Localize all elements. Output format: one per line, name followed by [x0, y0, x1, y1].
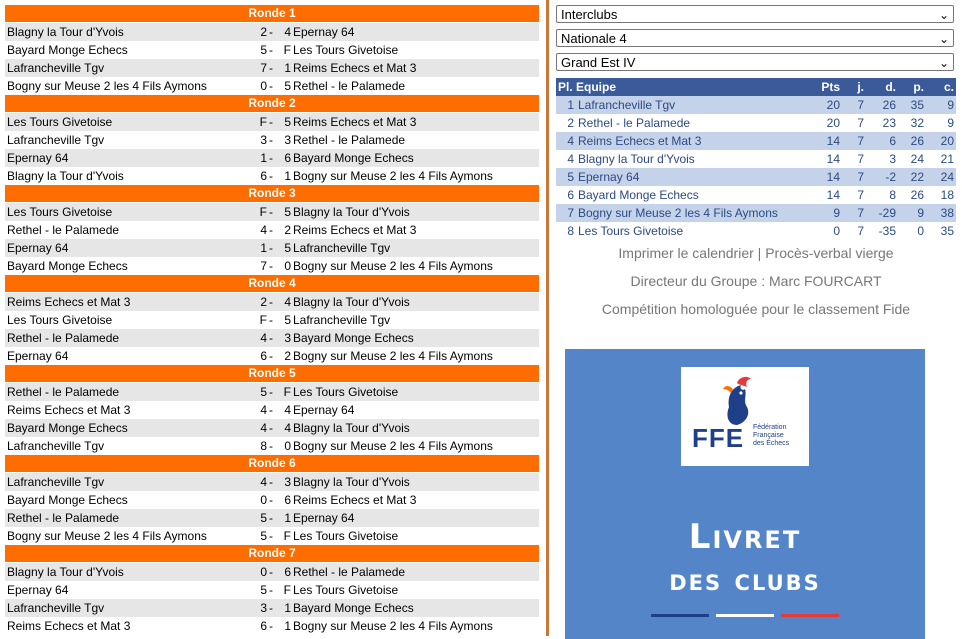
match-row[interactable] — [5, 167, 539, 185]
away-team: Rethel - le Palamede — [293, 79, 406, 93]
standings-d-cell: 3 — [866, 150, 898, 168]
away-score: 1 — [284, 169, 291, 183]
standings-p-cell: 32 — [898, 114, 926, 132]
standings-c-cell: 9 — [926, 114, 956, 132]
away-score: 5 — [284, 79, 291, 93]
score-dash: - — [269, 295, 273, 309]
standings-p-cell: 9 — [898, 204, 926, 222]
home-score: 2 — [260, 25, 267, 39]
standings-p-cell: 22 — [898, 168, 926, 186]
away-score: 5 — [284, 115, 291, 129]
away-team: Les Tours Givetoise — [293, 529, 399, 543]
home-score: 1 — [260, 151, 267, 165]
match-row[interactable] — [5, 149, 539, 167]
away-score: 2 — [284, 349, 291, 363]
match-row[interactable] — [5, 113, 539, 131]
score-dash: - — [269, 223, 273, 237]
home-team: Bogny sur Meuse 2 les 4 Fils Aymons — [7, 79, 207, 93]
away-team: Lafrancheville Tgv — [293, 313, 391, 327]
away-team: Bogny sur Meuse 2 les 4 Fils Aymons — [293, 619, 493, 633]
ffe-text — [753, 424, 789, 448]
home-score: 0 — [260, 79, 267, 93]
home-score: 7 — [260, 259, 267, 273]
standings-table — [556, 78, 956, 240]
standings-c-cell: 18 — [926, 186, 956, 204]
rondes-panel — [5, 5, 539, 635]
home-team: Bogny sur Meuse 2 les 4 Fils Aymons — [7, 529, 207, 543]
away-team: Epernay 64 — [293, 403, 355, 417]
away-score: F — [283, 529, 291, 543]
standings-team-cell — [556, 150, 808, 168]
away-score: 5 — [284, 313, 291, 327]
score-dash: - — [269, 403, 273, 417]
calendar-links — [556, 245, 956, 261]
column-divider — [546, 0, 549, 636]
score-dash: - — [269, 565, 273, 579]
home-team: Les Tours Givetoise — [7, 115, 113, 129]
score-dash: - — [269, 79, 273, 93]
standings-team-cell — [556, 114, 808, 132]
standings-j-cell: 7 — [842, 222, 866, 240]
home-score: F — [259, 205, 267, 219]
away-score: F — [283, 43, 291, 57]
standings-pts-cell: 20 — [808, 96, 842, 114]
standings-row[interactable] — [556, 222, 956, 240]
home-score: 0 — [260, 565, 267, 579]
standings-row[interactable] — [556, 168, 956, 186]
home-team: Rethel - le Palamede — [7, 331, 120, 345]
home-team: Lafrancheville Tgv — [7, 475, 105, 489]
away-score: 6 — [284, 565, 291, 579]
match-row[interactable] — [5, 437, 539, 455]
away-team: Reims Echecs et Mat 3 — [293, 493, 417, 507]
home-team: Blagny la Tour d'Yvois — [7, 565, 124, 579]
standings-pts-cell: 14 — [808, 186, 842, 204]
standings-c-cell: 20 — [926, 132, 956, 150]
ffe-logo — [681, 367, 809, 466]
away-score: 0 — [284, 439, 291, 453]
ffe-text-line-1: Fédération — [753, 424, 787, 431]
away-score: 3 — [284, 475, 291, 489]
score-dash: - — [269, 439, 273, 453]
standings-pts-cell: 14 — [808, 132, 842, 150]
score-dash: - — [269, 601, 273, 615]
standings-row[interactable] — [556, 150, 956, 168]
stripe-blue — [651, 614, 709, 617]
score-dash: - — [269, 583, 273, 597]
header-pl-equipe: Pl. Equipe — [556, 78, 808, 96]
home-score: 4 — [260, 223, 267, 237]
home-score: 6 — [260, 619, 267, 633]
home-score: 4 — [260, 475, 267, 489]
home-score: 4 — [260, 331, 267, 345]
banner-title-line-1: Livret — [688, 517, 802, 557]
home-team: Reims Echecs et Mat 3 — [7, 295, 131, 309]
score-dash: - — [269, 619, 273, 633]
header-d: d. — [866, 78, 898, 96]
ffe-letters: FFE — [692, 423, 745, 453]
director-text: Directeur du Groupe : Marc FOURCART — [630, 273, 882, 289]
group-select[interactable] — [556, 53, 954, 71]
away-score: 2 — [284, 223, 291, 237]
home-team: Epernay 64 — [7, 349, 69, 363]
match-row[interactable] — [5, 617, 539, 635]
away-team: Reims Echecs et Mat 3 — [293, 223, 417, 237]
standings-d-cell: 26 — [866, 96, 898, 114]
score-dash: - — [269, 313, 273, 327]
score-dash: - — [269, 133, 273, 147]
match-row[interactable] — [5, 329, 539, 347]
away-team: Rethel - le Palamede — [293, 565, 406, 579]
standings-team-name[interactable]: Blagny la Tour d'Yvois — [578, 152, 695, 166]
ronde-header: Ronde 1 — [5, 5, 539, 22]
standings-row[interactable] — [556, 186, 956, 204]
ronde-header: Ronde 6 — [5, 455, 539, 472]
standings-pts-cell: 14 — [808, 150, 842, 168]
fide-text: Compétition homologuée pour le classement Fide — [601, 301, 911, 317]
standings-d-cell: 6 — [866, 132, 898, 150]
away-team: Epernay 64 — [293, 25, 355, 39]
standings-j-cell: 7 — [842, 132, 866, 150]
score-dash: - — [269, 25, 273, 39]
away-team: Les Tours Givetoise — [293, 43, 399, 57]
home-score: 5 — [260, 529, 267, 543]
match-row[interactable] — [5, 257, 539, 275]
home-score: 3 — [260, 601, 267, 615]
header-j: j. — [842, 78, 866, 96]
home-team: Epernay 64 — [7, 241, 69, 255]
standings-p-cell: 35 — [898, 96, 926, 114]
home-team: Reims Echecs et Mat 3 — [7, 403, 131, 417]
away-team: Bogny sur Meuse 2 les 4 Fils Aymons — [293, 439, 493, 453]
match-row[interactable] — [5, 221, 539, 239]
match-row[interactable] — [5, 131, 539, 149]
away-team: Reims Echecs et Mat 3 — [293, 115, 417, 129]
standings-header-row — [556, 78, 956, 96]
standings-team-name[interactable]: Bayard Monge Echecs — [578, 188, 699, 202]
group-select-value: Grand Est IV — [561, 55, 636, 70]
score-dash: - — [269, 385, 273, 399]
home-team: Blagny la Tour d'Yvois — [7, 25, 124, 39]
home-score: 5 — [260, 43, 267, 57]
header-p: p. — [898, 78, 926, 96]
home-team: Les Tours Givetoise — [7, 205, 113, 219]
away-score: 6 — [284, 151, 291, 165]
home-score: 6 — [260, 349, 267, 363]
division-select-value: Nationale 4 — [561, 31, 627, 46]
standings-j-cell: 7 — [842, 114, 866, 132]
away-score: 4 — [284, 403, 291, 417]
match-row[interactable] — [5, 563, 539, 581]
ronde-header: Ronde 3 — [5, 185, 539, 202]
standings-c-cell: 35 — [926, 222, 956, 240]
away-score: 6 — [284, 493, 291, 507]
match-row[interactable] — [5, 311, 539, 329]
standings-team-cell — [556, 204, 808, 222]
home-team: Les Tours Givetoise — [7, 313, 113, 327]
standings-j-cell: 7 — [842, 186, 866, 204]
home-team: Bayard Monge Echecs — [7, 259, 128, 273]
away-score: 5 — [284, 241, 291, 255]
ronde-header: Ronde 5 — [5, 365, 539, 382]
chevron-down-icon: ⌄ — [938, 56, 949, 70]
home-team: Bayard Monge Echecs — [7, 421, 128, 435]
away-team: Bayard Monge Echecs — [293, 601, 414, 615]
away-score: 3 — [284, 331, 291, 345]
match-row[interactable] — [5, 491, 539, 509]
home-score: 1 — [260, 241, 267, 255]
standings-place: 4 — [567, 134, 574, 148]
livret-des-clubs-banner[interactable] — [565, 349, 925, 639]
standings-d-cell: -2 — [866, 168, 898, 186]
match-row[interactable] — [5, 383, 539, 401]
match-row[interactable] — [5, 41, 539, 59]
ffe-text-line-2: Française — [753, 432, 784, 439]
standings-d-cell: -29 — [866, 204, 898, 222]
competition-select-value: Interclubs — [561, 7, 618, 22]
standings-place: 8 — [567, 224, 574, 238]
standings-place: 6 — [567, 188, 574, 202]
standings-place: 4 — [567, 152, 574, 166]
standings-team-name[interactable]: Rethel - le Palamede — [578, 116, 691, 130]
away-team: Bayard Monge Echecs — [293, 151, 414, 165]
standings-place: 5 — [567, 170, 574, 184]
standings-p-cell: 26 — [898, 186, 926, 204]
home-score: 4 — [260, 421, 267, 435]
score-dash: - — [269, 511, 273, 525]
home-team: Lafrancheville Tgv — [7, 439, 105, 453]
home-score: 0 — [260, 493, 267, 507]
header-c: c. — [926, 78, 956, 96]
header-pts: Pts — [808, 78, 842, 96]
match-row[interactable] — [5, 77, 539, 95]
away-score: 4 — [284, 421, 291, 435]
home-team: Rethel - le Palamede — [7, 385, 120, 399]
home-score: 5 — [260, 511, 267, 525]
score-dash: - — [269, 43, 273, 57]
standings-row[interactable] — [556, 204, 956, 222]
home-score: 8 — [260, 439, 267, 453]
score-dash: - — [269, 331, 273, 345]
score-dash: - — [269, 349, 273, 363]
standings-c-cell: 24 — [926, 168, 956, 186]
standings-team-cell — [556, 222, 808, 240]
away-team: Les Tours Givetoise — [293, 385, 399, 399]
competition-select[interactable] — [556, 5, 954, 23]
stripe-white — [716, 614, 774, 617]
score-dash: - — [269, 421, 273, 435]
away-score: 0 — [284, 259, 291, 273]
away-score: 1 — [284, 511, 291, 525]
standings-j-cell: 7 — [842, 150, 866, 168]
match-row[interactable] — [5, 239, 539, 257]
score-dash: - — [269, 169, 273, 183]
home-team: Lafrancheville Tgv — [7, 601, 105, 615]
away-team: Rethel - le Palamede — [293, 133, 406, 147]
away-team: Bogny sur Meuse 2 les 4 Fils Aymons — [293, 349, 493, 363]
home-team: Lafrancheville Tgv — [7, 133, 105, 147]
standings-pts-cell: 0 — [808, 222, 842, 240]
away-team: Reims Echecs et Mat 3 — [293, 61, 417, 75]
score-dash: - — [269, 151, 273, 165]
away-team: Bogny sur Meuse 2 les 4 Fils Aymons — [293, 259, 493, 273]
match-row[interactable] — [5, 59, 539, 77]
score-dash: - — [269, 493, 273, 507]
standings-p-cell: 24 — [898, 150, 926, 168]
match-row[interactable] — [5, 203, 539, 221]
link-separator: | — [757, 245, 762, 261]
home-score: 5 — [260, 385, 267, 399]
chevron-down-icon: ⌄ — [938, 32, 949, 46]
away-team: Blagny la Tour d'Yvois — [293, 295, 410, 309]
match-row[interactable] — [5, 419, 539, 437]
chevron-down-icon: ⌄ — [938, 8, 949, 22]
match-row[interactable] — [5, 293, 539, 311]
standings-row[interactable] — [556, 132, 956, 150]
score-dash: - — [269, 61, 273, 75]
ronde-header: Ronde 2 — [5, 95, 539, 112]
score-dash: - — [269, 529, 273, 543]
match-row[interactable] — [5, 401, 539, 419]
banner-title-line-2: des clubs — [669, 563, 821, 598]
standings-row[interactable] — [556, 114, 956, 132]
away-score: 5 — [284, 205, 291, 219]
home-score: F — [259, 115, 267, 129]
standings-row[interactable] — [556, 96, 956, 114]
home-team: Bayard Monge Echecs — [7, 493, 128, 507]
standings-d-cell: 8 — [866, 186, 898, 204]
home-team: Epernay 64 — [7, 151, 69, 165]
standings-p-cell: 0 — [898, 222, 926, 240]
standings-c-cell: 21 — [926, 150, 956, 168]
away-score: 4 — [284, 295, 291, 309]
match-row[interactable] — [5, 473, 539, 491]
home-team: Bayard Monge Echecs — [7, 43, 128, 57]
away-team: Lafrancheville Tgv — [293, 241, 391, 255]
away-score: 3 — [284, 133, 291, 147]
away-team: Bayard Monge Echecs — [293, 331, 414, 345]
away-score: 4 — [284, 25, 291, 39]
standings-d-cell: -35 — [866, 222, 898, 240]
standings-place: 2 — [567, 116, 574, 130]
standings-team-cell — [556, 132, 808, 150]
print-calendar-link[interactable]: Imprimer le calendrier — [618, 245, 754, 261]
score-dash: - — [269, 241, 273, 255]
home-team: Epernay 64 — [7, 583, 69, 597]
standings-pts-cell: 9 — [808, 204, 842, 222]
away-team: Blagny la Tour d'Yvois — [293, 475, 410, 489]
score-dash: - — [269, 475, 273, 489]
standings-c-cell: 9 — [926, 96, 956, 114]
standings-team-name[interactable]: Reims Echecs et Mat 3 — [578, 134, 702, 148]
ronde-header: Ronde 7 — [5, 545, 539, 562]
away-score: F — [283, 583, 291, 597]
match-row[interactable] — [5, 599, 539, 617]
home-team: Blagny la Tour d'Yvois — [7, 169, 124, 183]
score-dash: - — [269, 205, 273, 219]
away-score: 1 — [284, 61, 291, 75]
match-row[interactable] — [5, 347, 539, 365]
blank-report-link[interactable]: Procès-verbal vierge — [765, 245, 894, 261]
away-team: Blagny la Tour d'Yvois — [293, 421, 410, 435]
away-team: Les Tours Givetoise — [293, 583, 399, 597]
match-row[interactable] — [5, 23, 539, 41]
ffe-text-line-3: des Échecs — [753, 440, 790, 447]
standings-team-name[interactable]: Epernay 64 — [578, 170, 640, 184]
home-team: Reims Echecs et Mat 3 — [7, 619, 131, 633]
standings-j-cell: 7 — [842, 96, 866, 114]
away-team: Bogny sur Meuse 2 les 4 Fils Aymons — [293, 169, 493, 183]
division-select[interactable] — [556, 29, 954, 47]
home-team: Lafrancheville Tgv — [7, 61, 105, 75]
score-dash: - — [269, 259, 273, 273]
home-score: 7 — [260, 61, 267, 75]
standings-d-cell: 23 — [866, 114, 898, 132]
standings-team-name[interactable]: Lafrancheville Tgv — [578, 98, 676, 112]
home-score: 2 — [260, 295, 267, 309]
standings-team-name[interactable]: Les Tours Givetoise — [578, 224, 684, 238]
score-dash: - — [269, 115, 273, 129]
standings-team-cell — [556, 168, 808, 186]
home-score: 3 — [260, 133, 267, 147]
match-row[interactable] — [5, 581, 539, 599]
standings-j-cell: 7 — [842, 204, 866, 222]
away-team: Epernay 64 — [293, 511, 355, 525]
away-team: Blagny la Tour d'Yvois — [293, 205, 410, 219]
standings-pts-cell: 14 — [808, 168, 842, 186]
standings-place: 7 — [567, 206, 574, 220]
standings-place: 1 — [567, 98, 574, 112]
stripe-red — [781, 614, 839, 617]
standings-p-cell: 26 — [898, 132, 926, 150]
standings-team-cell — [556, 186, 808, 204]
match-row[interactable] — [5, 527, 539, 545]
away-score: 1 — [284, 601, 291, 615]
match-row[interactable] — [5, 509, 539, 527]
away-score: F — [283, 385, 291, 399]
home-score: 4 — [260, 403, 267, 417]
ronde-header: Ronde 4 — [5, 275, 539, 292]
home-team: Rethel - le Palamede — [7, 223, 120, 237]
standings-pts-cell: 20 — [808, 114, 842, 132]
home-score: 5 — [260, 583, 267, 597]
home-team: Rethel - le Palamede — [7, 511, 120, 525]
standings-team-name[interactable]: Bogny sur Meuse 2 les 4 Fils Aymons — [578, 206, 778, 220]
standings-j-cell: 7 — [842, 168, 866, 186]
standings-c-cell: 38 — [926, 204, 956, 222]
standings-team-cell — [556, 96, 808, 114]
away-score: 1 — [284, 619, 291, 633]
home-score: 6 — [260, 169, 267, 183]
home-score: F — [259, 313, 267, 327]
